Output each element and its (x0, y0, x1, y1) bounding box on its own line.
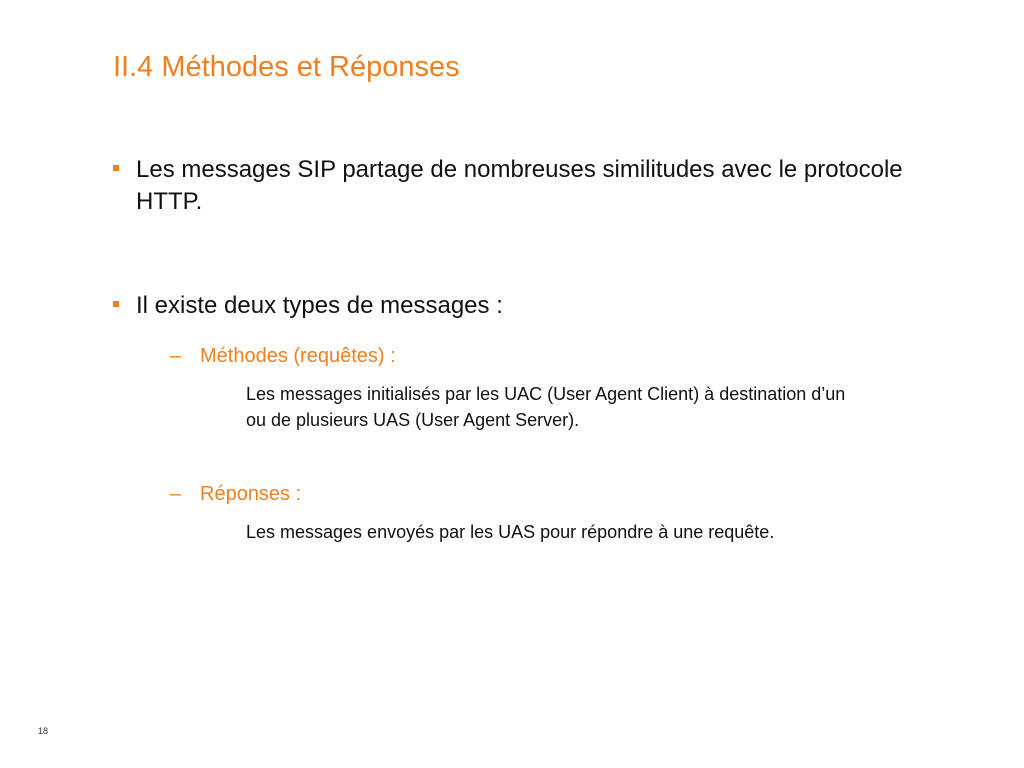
dash-icon: – (170, 345, 182, 367)
bullet-square-icon (113, 165, 119, 171)
sub-item-reponses (170, 481, 301, 507)
dash-icon: – (170, 483, 182, 505)
sub-item-label: Méthodes (requêtes) : (200, 345, 396, 367)
sub-item-description: Les messages initialisés par les UAC (User Agent Client) à destination d’un ou de plusieurs UAS (User Agent Server). (246, 384, 846, 430)
bullet-text: Les messages SIP partage de nombreuses similitudes avec le protocole HTTP. (136, 156, 903, 215)
bullet-square-icon (113, 301, 119, 307)
slide-title: II.4 Méthodes et Réponses (113, 51, 460, 83)
bullet-item (113, 154, 913, 218)
bullet-item (113, 290, 913, 322)
bullet-text: Il existe deux types de messages : (136, 292, 503, 319)
sub-item-label: Réponses : (200, 483, 302, 505)
sub-item-description: Les messages envoyés par les UAS pour répondre à une requête. (246, 522, 775, 542)
sub-item-methodes (170, 343, 396, 369)
page-number: 18 (38, 726, 49, 736)
